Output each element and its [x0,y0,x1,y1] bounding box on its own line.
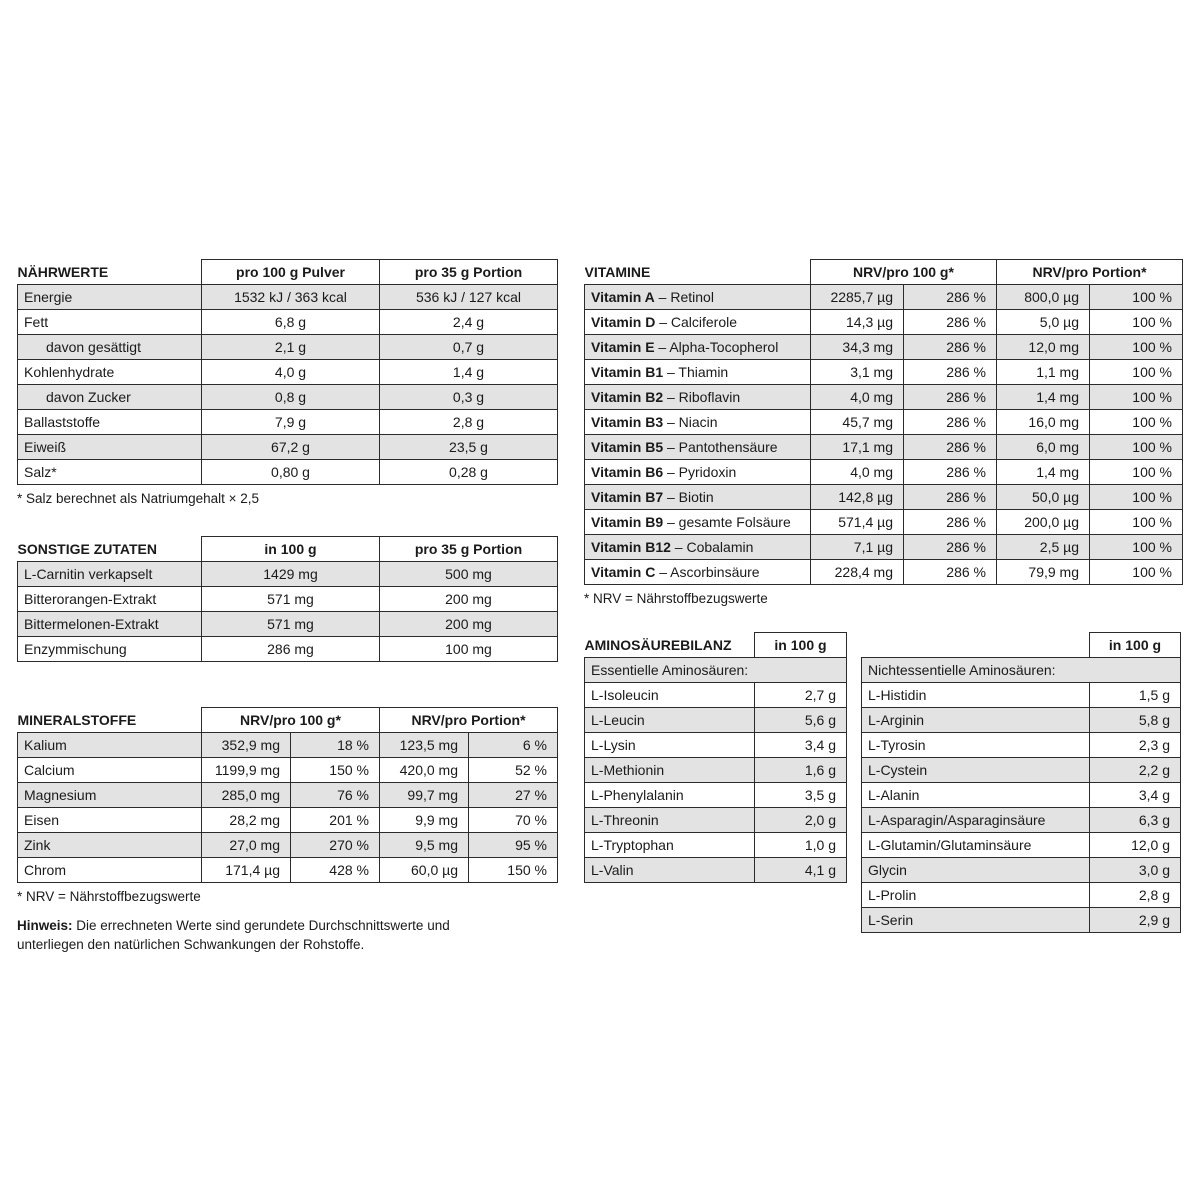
table-row [585,758,847,783]
vitamin-name: Vitamin B9 [591,514,664,530]
row-label: Glycin [862,858,1090,883]
row-label: Kohlenhydrate [18,360,202,385]
row-label: L-Alanin [862,783,1090,808]
cell-value: 270 % [291,833,380,858]
cell-value: 12,0 mg [997,335,1090,360]
cell-value: 5,6 g [755,708,847,733]
cell-value: 14,3 µg [811,310,904,335]
vitamin-name: Vitamin B5 [591,439,664,455]
cell-value: 70 % [469,808,558,833]
hinweis-text-2: unterliegen den natürlichen Schwankungen der Rohstoffe. [17,937,365,952]
table-subheader [585,658,847,683]
table-row [862,758,1181,783]
table-row [585,360,1183,385]
cell-value: 99,7 mg [380,783,469,808]
table-row [18,310,558,335]
cell-value: 2,4 g [380,310,558,335]
cell-value: 100 % [1090,410,1183,435]
table-row [18,460,558,485]
row-label: Energie [18,285,202,310]
amino-essential-table [584,632,847,883]
vitamin-desc: – Cobalamin [670,539,754,555]
cell-value: 100 % [1090,535,1183,560]
cell-value: 286 % [904,560,997,585]
cell-value: 286 % [904,335,997,360]
cell-value: 17,1 mg [811,435,904,460]
cell-value: 500 mg [380,562,558,587]
cell-value: 286 mg [202,637,380,662]
row-label: L-Threonin [585,808,755,833]
cell-value: 100 % [1090,310,1183,335]
cell-value: 286 % [904,485,997,510]
cell-value: 28,2 mg [202,808,291,833]
naehrwerte-title: NÄHRWERTE [18,260,202,285]
table-row [585,435,1183,460]
cell-value: 4,0 mg [811,460,904,485]
table-row [18,783,558,808]
cell-value: 1532 kJ / 363 kcal [202,285,380,310]
table-row [585,510,1183,535]
zutaten-table [17,536,558,662]
table-row [862,783,1181,808]
cell-value: 2,8 g [380,410,558,435]
vitamine-footnote: * NRV = Nährstoffbezugswerte [584,591,768,606]
table-row [18,385,558,410]
row-label: Kalium [18,733,202,758]
table-row [585,858,847,883]
vitamine-table [584,259,1183,585]
cell-value: 9,9 mg [380,808,469,833]
naehrwerte-section [17,259,558,508]
col-header: NRV/pro Portion* [380,708,558,733]
cell-value: 286 % [904,385,997,410]
row-label: L-Valin [585,858,755,883]
row-label: Chrom [18,858,202,883]
hinweis-label: Hinweis: [17,918,73,933]
cell-value: 1,0 g [755,833,847,858]
row-label: L-Lysin [585,733,755,758]
cell-value: 536 kJ / 127 kcal [380,285,558,310]
table-row [18,435,558,460]
table-row [585,460,1183,485]
col-header: in 100 g [1090,633,1181,658]
cell-value: 100 % [1090,485,1183,510]
cell-value: 285,0 mg [202,783,291,808]
row-label: Bitterorangen-Extrakt [18,587,202,612]
col-header: pro 35 g Portion [380,537,558,562]
vitamin-name: Vitamin B3 [591,414,664,430]
row-label: L-Leucin [585,708,755,733]
vitamin-desc: – Retinol [654,289,714,305]
cell-value: 5,8 g [1090,708,1181,733]
table-row [862,833,1181,858]
row-label: L-Tryptophan [585,833,755,858]
mineralstoffe-section [17,707,558,954]
cell-value: 4,0 g [202,360,380,385]
cell-value: 76 % [291,783,380,808]
cell-value: 1199,9 mg [202,758,291,783]
row-label: L-Tyrosin [862,733,1090,758]
row-label: L-Carnitin verkapselt [18,562,202,587]
cell-value: 7,9 g [202,410,380,435]
amino-title: AMINOSÄUREBILANZ [585,633,755,658]
row-label: Eisen [18,808,202,833]
cell-value: 800,0 µg [997,285,1090,310]
cell-value: 2,7 g [755,683,847,708]
row-label: Enzymmischung [18,637,202,662]
cell-value: 100 % [1090,460,1183,485]
row-label [585,285,811,310]
cell-value: 1429 mg [202,562,380,587]
table-row [585,285,1183,310]
table-row [585,733,847,758]
table-row [862,858,1181,883]
row-label: Eiweiß [18,435,202,460]
cell-value: 23,5 g [380,435,558,460]
cell-value: 52 % [469,758,558,783]
cell-value: 142,8 µg [811,485,904,510]
row-label [585,460,811,485]
vitamin-name: Vitamin C [591,564,656,580]
cell-value: 1,4 mg [997,385,1090,410]
hinweis-note [17,916,558,954]
amino-nonessential-section [861,632,1181,933]
cell-value: 571 mg [202,587,380,612]
amino-subheader: Essentielle Aminosäuren: [585,658,847,683]
cell-value: 1,4 g [380,360,558,385]
col-header: pro 100 g Pulver [202,260,380,285]
hinweis-text: Die errechneten Werte sind gerundete Durchschnittswerte und [72,918,450,933]
cell-value: 3,0 g [1090,858,1181,883]
table-row [585,310,1183,335]
col-header: NRV/pro 100 g* [202,708,380,733]
row-label [585,485,811,510]
cell-value: 100 % [1090,360,1183,385]
table-row [18,562,558,587]
row-label: L-Glutamin/Glutaminsäure [862,833,1090,858]
row-label: L-Arginin [862,708,1090,733]
table-row [585,783,847,808]
cell-value: 4,1 g [755,858,847,883]
mineralstoffe-footnote: * NRV = Nährstoffbezugswerte [17,889,201,904]
cell-value: 50,0 µg [997,485,1090,510]
cell-value: 286 % [904,460,997,485]
cell-value: 45,7 mg [811,410,904,435]
cell-value: 150 % [469,858,558,883]
cell-value: 3,4 g [755,733,847,758]
cell-value: 0,8 g [202,385,380,410]
cell-value: 79,9 mg [997,560,1090,585]
cell-value: 0,28 g [380,460,558,485]
cell-value: 7,1 µg [811,535,904,560]
row-label [585,385,811,410]
table-row [862,708,1181,733]
vitamin-desc: – Alpha-Tocopherol [654,339,779,355]
amino-nonessential-table [861,632,1181,933]
row-label: Bittermelonen-Extrakt [18,612,202,637]
vitamin-name: Vitamin A [591,289,655,305]
table-row [862,733,1181,758]
vitamin-desc: – Niacin [663,414,718,430]
cell-value: 100 % [1090,385,1183,410]
row-label: L-Cystein [862,758,1090,783]
cell-value: 286 % [904,535,997,560]
vitamin-desc: – Riboflavin [663,389,741,405]
cell-value: 2,8 g [1090,883,1181,908]
table-row [18,858,558,883]
row-label: L-Prolin [862,883,1090,908]
cell-value: 67,2 g [202,435,380,460]
row-label [585,310,811,335]
cell-value: 2,3 g [1090,733,1181,758]
cell-value: 6,8 g [202,310,380,335]
col-header: pro 35 g Portion [380,260,558,285]
table-row [862,683,1181,708]
cell-value: 5,0 µg [997,310,1090,335]
cell-value: 171,4 µg [202,858,291,883]
vitamin-desc: – Ascorbinsäure [655,564,760,580]
table-row [585,485,1183,510]
table-row [585,335,1183,360]
cell-value: 150 % [291,758,380,783]
table-row [18,410,558,435]
vitamin-desc: – Thiamin [663,364,729,380]
row-label [585,535,811,560]
header-spacer [862,633,1090,658]
table-row [585,708,847,733]
cell-value: 27 % [469,783,558,808]
cell-value: 352,9 mg [202,733,291,758]
cell-value: 1,4 mg [997,460,1090,485]
cell-value: 12,0 g [1090,833,1181,858]
cell-value: 100 % [1090,335,1183,360]
naehrwerte-table [17,259,558,485]
col-header: NRV/pro 100 g* [811,260,997,285]
vitamine-section [584,259,1183,608]
cell-value: 286 % [904,410,997,435]
cell-value: 27,0 mg [202,833,291,858]
table-row [585,535,1183,560]
row-label: davon Zucker [18,385,202,410]
row-label: Calcium [18,758,202,783]
row-label [585,560,811,585]
table-row [18,587,558,612]
col-header: in 100 g [202,537,380,562]
table-row [18,360,558,385]
cell-value: 286 % [904,510,997,535]
amino-subheader: Nichtessentielle Aminosäuren: [862,658,1181,683]
vitamin-name: Vitamin B12 [591,539,671,555]
cell-value: 2,9 g [1090,908,1181,933]
vitamin-desc: – Calciferole [655,314,738,330]
cell-value: 16,0 mg [997,410,1090,435]
row-label: L-Isoleucin [585,683,755,708]
vitamin-desc: – Biotin [663,489,714,505]
vitamin-name: Vitamin E [591,339,655,355]
row-label: Ballaststoffe [18,410,202,435]
vitamin-desc: – Pantothensäure [663,439,778,455]
table-row [18,808,558,833]
row-label: L-Histidin [862,683,1090,708]
cell-value: 286 % [904,360,997,385]
table-row [18,833,558,858]
zutaten-section [17,536,558,662]
cell-value: 200 mg [380,612,558,637]
cell-value: 100 % [1090,435,1183,460]
row-label [585,410,811,435]
vitamin-name: Vitamin D [591,314,656,330]
vitamin-name: Vitamin B7 [591,489,664,505]
row-label: L-Methionin [585,758,755,783]
cell-value: 0,7 g [380,335,558,360]
cell-value: 571 mg [202,612,380,637]
cell-value: 3,4 g [1090,783,1181,808]
cell-value: 9,5 mg [380,833,469,858]
table-row [18,285,558,310]
cell-value: 6,0 mg [997,435,1090,460]
cell-value: 6 % [469,733,558,758]
col-header: NRV/pro Portion* [997,260,1183,285]
cell-value: 123,5 mg [380,733,469,758]
table-row [862,808,1181,833]
cell-value: 4,0 mg [811,385,904,410]
cell-value: 571,4 µg [811,510,904,535]
row-label [585,435,811,460]
table-row [585,560,1183,585]
table-row [585,385,1183,410]
table-subheader [862,658,1181,683]
row-label: davon gesättigt [18,335,202,360]
cell-value: 6,3 g [1090,808,1181,833]
table-row [585,683,847,708]
table-row [585,410,1183,435]
cell-value: 2285,7 µg [811,285,904,310]
cell-value: 3,1 mg [811,360,904,385]
vitamine-title: VITAMINE [585,260,811,285]
row-label: L-Phenylalanin [585,783,755,808]
col-header: in 100 g [755,633,847,658]
table-row [862,908,1181,933]
row-label: Salz* [18,460,202,485]
table-row [585,808,847,833]
mineralstoffe-title: MINERALSTOFFE [18,708,202,733]
table-row [18,733,558,758]
cell-value: 228,4 mg [811,560,904,585]
vitamin-name: Vitamin B1 [591,364,664,380]
cell-value: 60,0 µg [380,858,469,883]
mineralstoffe-table [17,707,558,883]
cell-value: 1,5 g [1090,683,1181,708]
vitamin-desc: – gesamte Folsäure [663,514,791,530]
table-row [585,833,847,858]
cell-value: 286 % [904,285,997,310]
row-label: Zink [18,833,202,858]
cell-value: 100 % [1090,560,1183,585]
row-label: L-Asparagin/Asparaginsäure [862,808,1090,833]
cell-value: 18 % [291,733,380,758]
row-label [585,360,811,385]
cell-value: 428 % [291,858,380,883]
row-label: L-Serin [862,908,1090,933]
cell-value: 286 % [904,310,997,335]
vitamin-name: Vitamin B6 [591,464,664,480]
cell-value: 2,1 g [202,335,380,360]
cell-value: 1,6 g [755,758,847,783]
cell-value: 0,80 g [202,460,380,485]
cell-value: 100 % [1090,510,1183,535]
row-label [585,335,811,360]
cell-value: 200,0 µg [997,510,1090,535]
cell-value: 201 % [291,808,380,833]
vitamin-name: Vitamin B2 [591,389,664,405]
cell-value: 3,5 g [755,783,847,808]
cell-value: 95 % [469,833,558,858]
table-row [862,883,1181,908]
table-row [18,637,558,662]
amino-essential-section [584,632,847,883]
cell-value: 34,3 mg [811,335,904,360]
table-row [18,335,558,360]
cell-value: 200 mg [380,587,558,612]
vitamin-desc: – Pyridoxin [663,464,737,480]
table-row [18,612,558,637]
cell-value: 420,0 mg [380,758,469,783]
cell-value: 286 % [904,435,997,460]
cell-value: 100 mg [380,637,558,662]
cell-value: 100 % [1090,285,1183,310]
zutaten-title: SONSTIGE ZUTATEN [18,537,202,562]
cell-value: 1,1 mg [997,360,1090,385]
row-label: Magnesium [18,783,202,808]
cell-value: 2,0 g [755,808,847,833]
row-label: Fett [18,310,202,335]
cell-value: 2,5 µg [997,535,1090,560]
cell-value: 0,3 g [380,385,558,410]
cell-value: 2,2 g [1090,758,1181,783]
table-row [18,758,558,783]
row-label [585,510,811,535]
naehrwerte-footnote: * Salz berechnet als Natriumgehalt × 2,5 [17,491,260,506]
